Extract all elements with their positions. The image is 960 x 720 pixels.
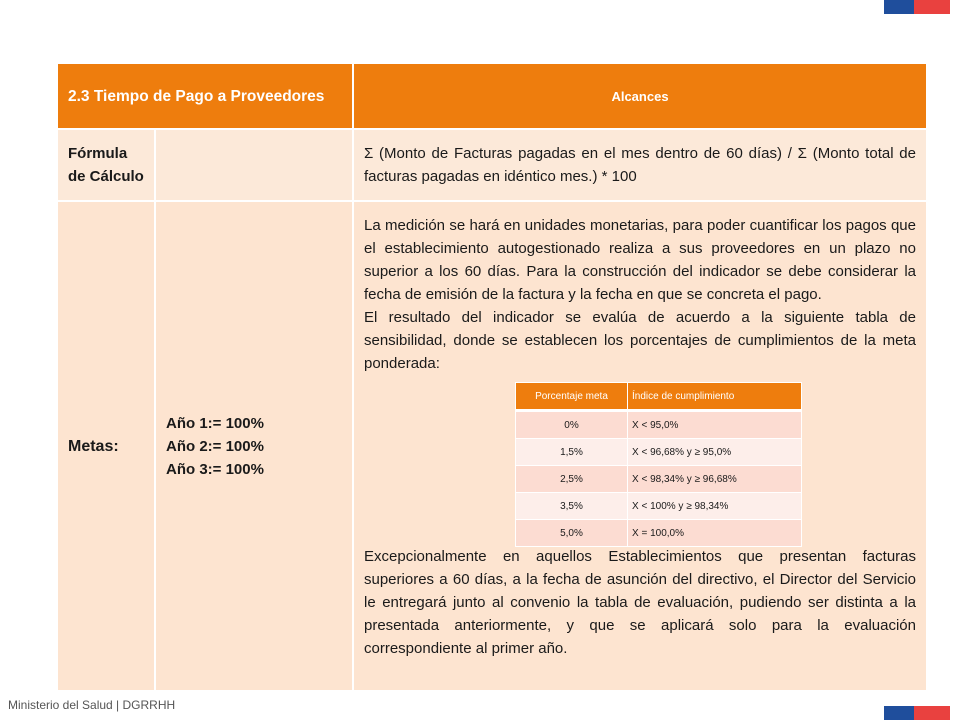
porcentaje-cell: 2,5% bbox=[516, 466, 628, 493]
flag-blue-bar-top bbox=[884, 0, 914, 14]
metas-label: Metas: bbox=[57, 201, 155, 691]
porcentaje-cell: 3,5% bbox=[516, 493, 628, 520]
flag-blue-bar-bottom bbox=[884, 706, 914, 720]
sensitivity-header-porcentaje: Porcentaje meta bbox=[516, 383, 628, 411]
year-2-target: Año 2:= 100% bbox=[166, 437, 264, 455]
footer-text: Ministerio del Salud | DGRRHH bbox=[8, 698, 176, 712]
table-header-row bbox=[57, 63, 927, 129]
table-row bbox=[516, 520, 802, 547]
sensitivity-header-indice: Índice de cumplimiento bbox=[628, 383, 802, 411]
table-row bbox=[516, 411, 802, 439]
indicator-title: 2.3 Tiempo de Pago a Proveedores bbox=[57, 63, 353, 129]
indice-cell: X < 98,34% y ≥ 96,68% bbox=[628, 466, 802, 493]
sensitivity-header-row bbox=[516, 383, 802, 411]
indicator-table bbox=[56, 62, 928, 692]
porcentaje-cell: 0% bbox=[516, 411, 628, 439]
formula-empty-cell bbox=[155, 129, 353, 201]
year-3-target: Año 3:= 100% bbox=[166, 460, 264, 478]
porcentaje-cell: 5,0% bbox=[516, 520, 628, 547]
indice-cell: X < 95,0% bbox=[628, 411, 802, 439]
formula-text: Σ (Monto de Facturas pagadas en el mes dentro de 60 días) / Σ (Monto total de facturas pagadas en idéntico mes.) * 100 bbox=[353, 129, 927, 201]
metas-paragraph-2: El resultado del indicador se evalúa de acuerdo a la siguiente tabla de sensibilidad, donde se establecen los porcentajes de cumplimientos de la meta ponderada: bbox=[364, 309, 916, 372]
year-1-target: Año 1:= 100% bbox=[166, 414, 264, 432]
porcentaje-cell: 1,5% bbox=[516, 439, 628, 466]
formula-row bbox=[57, 129, 927, 201]
metas-paragraph-1: La medición se hará en unidades monetarias, para poder cuantificar los pagos que el establecimiento autogestionado realiza a sus proveedores en un plazo no superior a los 60 días. Para la construcción del indicador se debe considerar la fecha de emisión de la factura y la fecha en que se concreta el pago. bbox=[364, 217, 916, 303]
metas-years bbox=[155, 201, 353, 691]
indice-cell: X < 100% y ≥ 98,34% bbox=[628, 493, 802, 520]
table-row bbox=[516, 466, 802, 493]
metas-paragraph-3: Excepcionalmente en aquellos Establecimientos que presentan facturas superiores a 60 días, a la fecha de asunción del directivo, el Director del Servicio le entregará junto al convenio la tabla de evaluación, pudiendo ser distinta a la presentada anteriormente, y que se aplicará solo para la evaluación correspondiente al primer año. bbox=[364, 548, 916, 657]
formula-label: Fórmula de Cálculo bbox=[57, 129, 155, 201]
sensitivity-table bbox=[515, 382, 802, 547]
indice-cell: X < 96,68% y ≥ 95,0% bbox=[628, 439, 802, 466]
alcances-header: Alcances bbox=[353, 63, 927, 129]
flag-red-bar-top bbox=[914, 0, 950, 14]
table-row bbox=[516, 439, 802, 466]
table-row bbox=[516, 493, 802, 520]
flag-red-bar-bottom bbox=[914, 706, 950, 720]
indice-cell: X = 100,0% bbox=[628, 520, 802, 547]
